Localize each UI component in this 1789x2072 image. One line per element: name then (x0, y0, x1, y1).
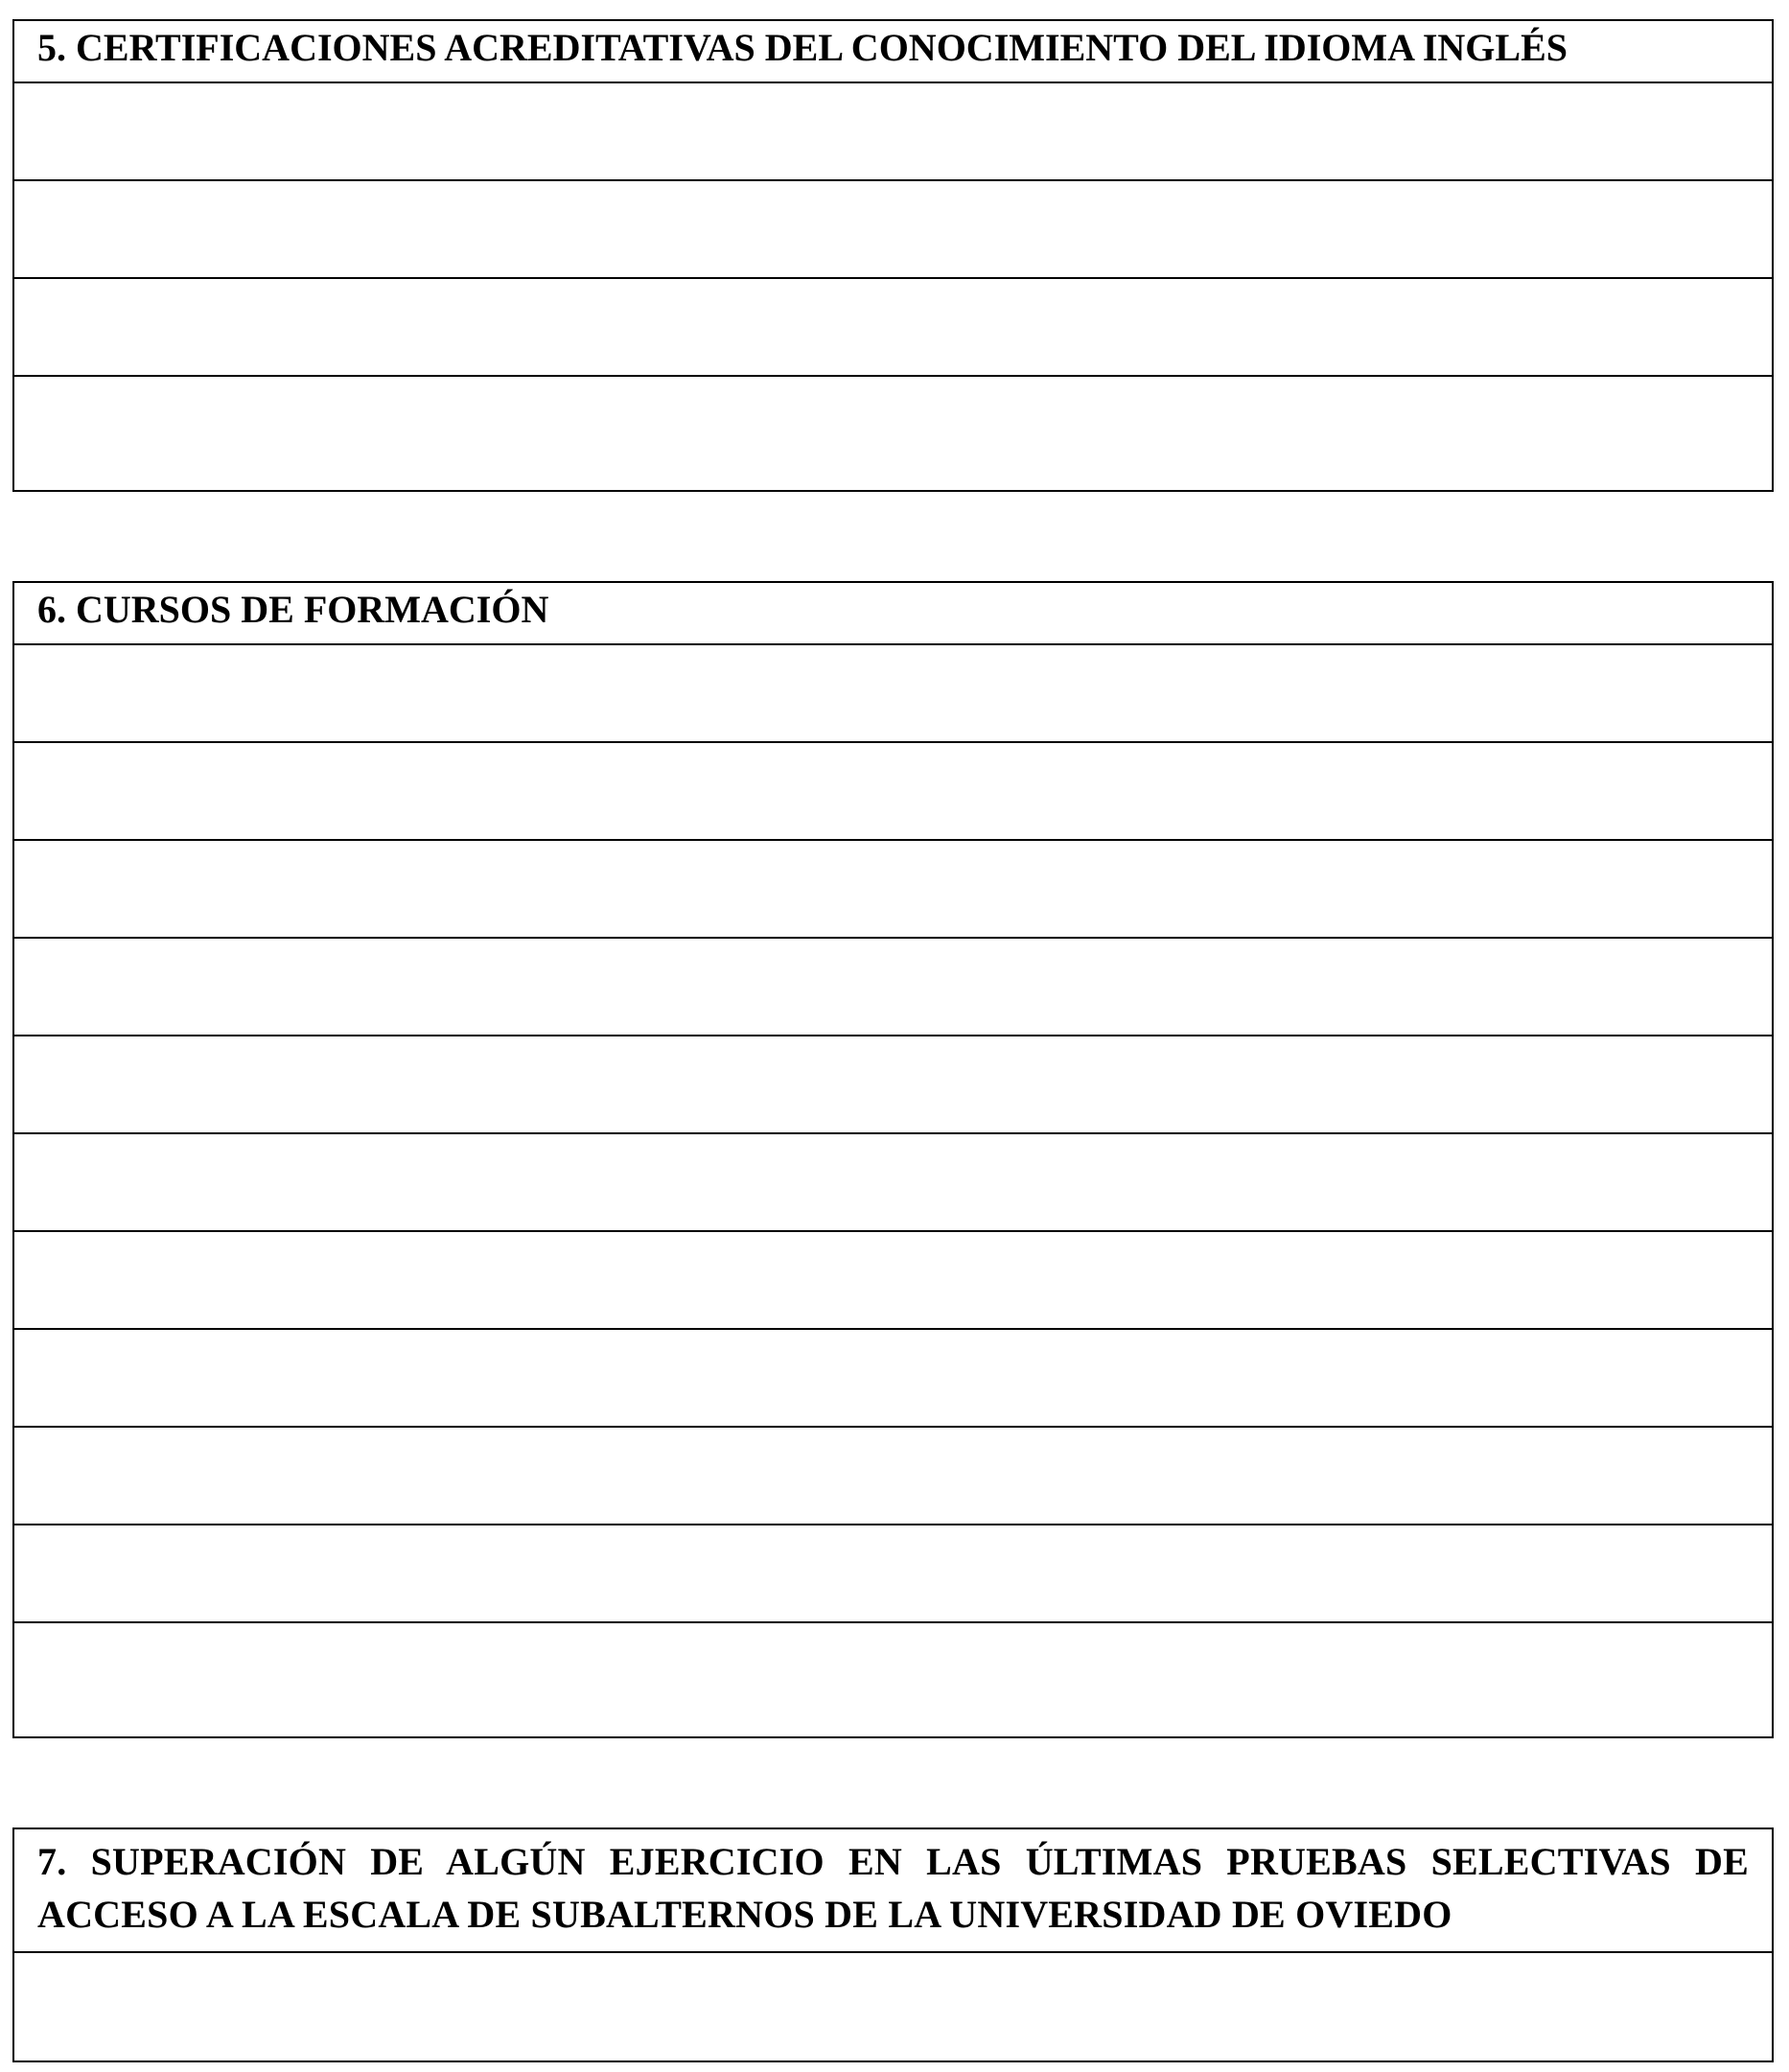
entry-row[interactable] (14, 83, 1772, 181)
entry-row[interactable] (14, 939, 1772, 1036)
section-5-title: 5. CERTIFICACIONES ACREDITATIVAS DEL CONOCIMIENTO DEL IDIOMA INGLÉS (14, 21, 1772, 83)
section-5-certificaciones-ingles (12, 19, 1774, 492)
section-6-title: 6. CURSOS DE FORMACIÓN (14, 583, 1772, 645)
entry-row[interactable] (14, 1525, 1772, 1623)
entry-row[interactable] (14, 1953, 1772, 2060)
entry-row[interactable] (14, 181, 1772, 279)
section-6-cursos-formacion (12, 581, 1774, 1738)
entry-row[interactable] (14, 1134, 1772, 1232)
entry-row[interactable] (14, 645, 1772, 743)
section-7-superacion-ejercicio (12, 1828, 1774, 2062)
entry-row[interactable] (14, 1623, 1772, 1736)
entry-row[interactable] (14, 1330, 1772, 1428)
entry-row[interactable] (14, 1428, 1772, 1525)
entry-row[interactable] (14, 377, 1772, 490)
entry-row[interactable] (14, 1036, 1772, 1134)
entry-row[interactable] (14, 1232, 1772, 1330)
entry-row[interactable] (14, 841, 1772, 939)
entry-row[interactable] (14, 279, 1772, 377)
entry-row[interactable] (14, 743, 1772, 841)
section-7-title: 7. SUPERACIÓN DE ALGÚN EJERCICIO EN LAS ÚLTIMAS PRUEBAS SELECTIVAS DE ACCESO A LA ESCALA DE SUBALTERNOS DE LA UNIVERSIDAD DE OVIEDO (14, 1829, 1772, 1953)
